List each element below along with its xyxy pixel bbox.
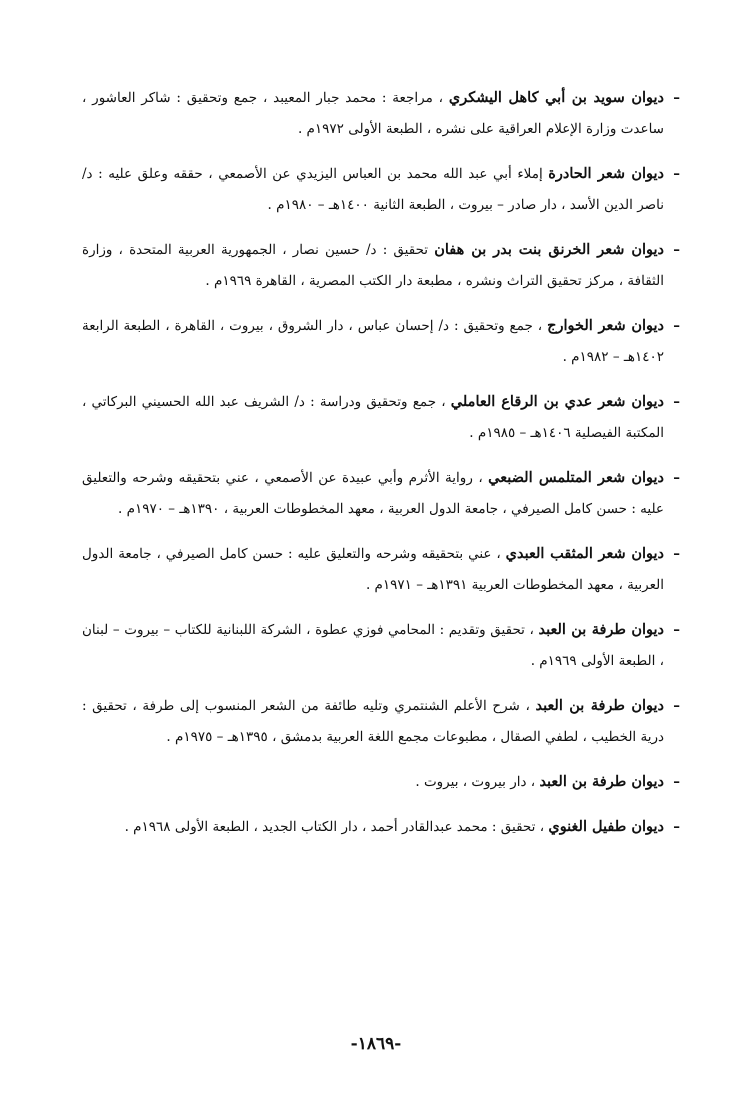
entry-text: ، شرح الأعلم الشنتمري وتليه طائفة من الشعر المنسوب إلى طرفة ، تحقيق : درية الخطيب ، لطفي الصقال ، مطبوعات مجمع اللغة العربية بدمشق ، ١٣٩٥هـ – ١٩٧٥م . bbox=[82, 698, 664, 745]
bibliography-entry bbox=[82, 690, 680, 753]
entry-text: ، جمع وتحقيق ودراسة : د/ الشريف عبد الله الحسيني البركاتي ، المكتبة الفيصلية ١٤٠٦هـ – ١٩٨٥م . bbox=[82, 394, 664, 441]
entry-title: ديوان شعر الخوارج bbox=[547, 317, 664, 334]
entry-title: ديوان شعر المثقب العبدي bbox=[505, 545, 665, 562]
bibliography-entry bbox=[82, 538, 680, 601]
entry-text: إملاء أبي عبد الله محمد بن العباس اليزيدي عن الأصمعي ، حققه وعلق عليه : د/ ناصر الدين الأسد ، دار صادر – بيروت ، الطبعة الثانية ١٤٠٠هـ – ١٩٨٠م . bbox=[82, 166, 664, 213]
bibliography-entry bbox=[82, 811, 680, 843]
entry-title: ديوان طرفة بن العبد bbox=[539, 773, 664, 790]
entry-dash: – bbox=[673, 90, 680, 106]
bibliography-entry bbox=[82, 614, 680, 677]
entry-title: ديوان طفيل الغنوي bbox=[548, 818, 664, 835]
entry-title: ديوان شعر الحادرة bbox=[548, 165, 665, 182]
bibliography-entry bbox=[82, 462, 680, 525]
bibliography-entry bbox=[82, 386, 680, 449]
entry-dash: – bbox=[673, 698, 680, 714]
entry-text: ، تحقيق وتقديم : المحامي فوزي عطوة ، الشركة اللبنانية للكتاب – بيروت – لبنان ، الطبعة الأولى ١٩٦٩م . bbox=[82, 622, 664, 669]
entry-text: ، جمع وتحقيق : د/ إحسان عباس ، دار الشروق ، بيروت ، القاهرة ، الطبعة الرابعة ١٤٠٢هـ – ١٩٨٢م . bbox=[82, 318, 664, 365]
bibliography-list bbox=[82, 82, 680, 856]
bibliography-entry bbox=[82, 158, 680, 221]
entry-dash: – bbox=[673, 470, 680, 486]
entry-text: ، دار بيروت ، بيروت . bbox=[415, 774, 540, 790]
bibliography-entry bbox=[82, 310, 680, 373]
entry-title: ديوان شعر الخرنق بنت بدر بن هفان bbox=[434, 241, 664, 258]
entry-text: ، عني بتحقيقه وشرحه والتعليق عليه : حسن كامل الصيرفي ، جامعة الدول العربية ، معهد المخطوطات العربية ١٣٩١هـ – ١٩٧١م . bbox=[82, 546, 664, 593]
entry-dash: – bbox=[673, 394, 680, 410]
entry-dash: – bbox=[673, 546, 681, 562]
entry-dash: – bbox=[673, 318, 680, 334]
bibliography-entry bbox=[82, 82, 680, 145]
entry-title: ديوان شعر المتلمس الضبعي bbox=[488, 469, 664, 486]
entry-title: ديوان طرفة بن العبد bbox=[535, 697, 664, 714]
entry-text: ، تحقيق : محمد عبدالقادر أحمد ، دار الكتاب الجديد ، الطبعة الأولى ١٩٦٨م . bbox=[124, 819, 549, 835]
entry-title: ديوان سويد بن أبي كاهل اليشكري bbox=[448, 89, 664, 106]
entry-dash: – bbox=[673, 622, 680, 638]
page-number: -١٨٦٩- bbox=[350, 1034, 402, 1054]
bibliography-entry bbox=[82, 766, 680, 798]
entry-title: ديوان شعر عدي بن الرقاع العاملي bbox=[450, 393, 664, 410]
bibliography-entry bbox=[82, 234, 680, 297]
entry-text: ، رواية الأثرم وأبي عبيدة عن الأصمعي ، عني بتحقيقه وشرحه والتعليق عليه : حسن كامل الصيرفي ، جامعة الدول العربية ، معهد المخطوطات العربية ، ١٣٩٠هـ – ١٩٧٠م . bbox=[82, 470, 664, 517]
entry-dash: – bbox=[673, 242, 680, 258]
entry-dash: – bbox=[673, 774, 680, 790]
entry-text: ، مراجعة : محمد جبار المعيبد ، جمع وتحقيق : شاكر العاشور ، ساعدت وزارة الإعلام العراقية على نشره ، الطبعة الأولى ١٩٧٢م . bbox=[82, 90, 664, 137]
entry-text: تحقيق : د/ حسين نصار ، الجمهورية العربية المتحدة ، وزارة الثقافة ، مركز تحقيق التراث ونشره ، مطبعة دار الكتب المصرية ، القاهرة ١٩٦٩م . bbox=[82, 242, 664, 289]
entry-dash: – bbox=[673, 819, 680, 835]
entry-dash: – bbox=[673, 166, 681, 182]
entry-title: ديوان طرفة بن العبد bbox=[538, 621, 664, 638]
